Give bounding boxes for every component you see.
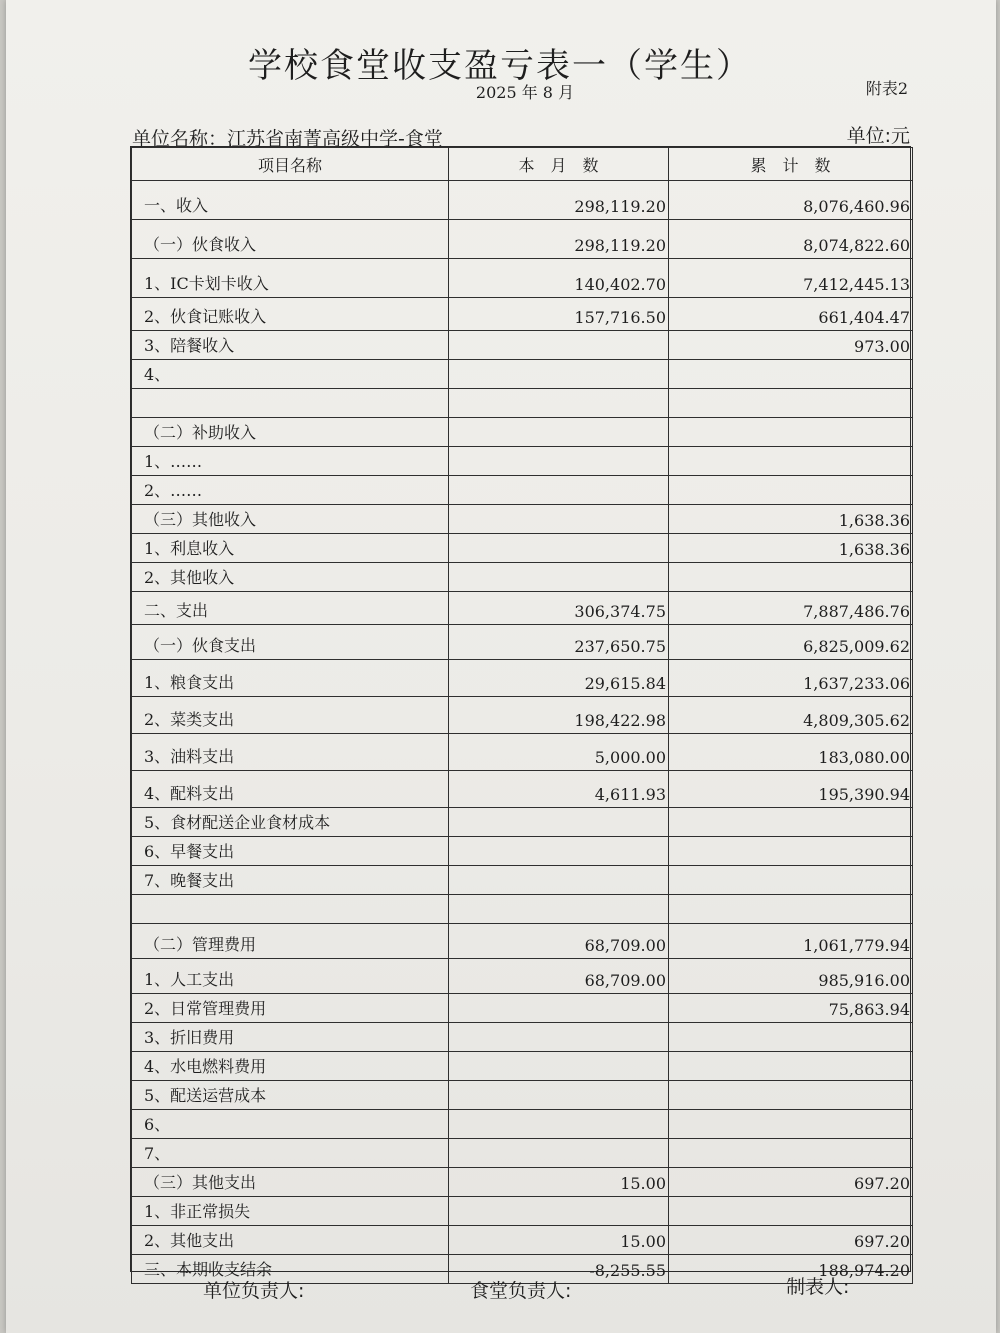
row-month-value	[449, 1110, 669, 1139]
statement-table-frame	[130, 146, 911, 1280]
row-item-name: 1、人工支出	[132, 959, 449, 994]
unit-head-signature: 单位负责人:	[203, 1280, 305, 1302]
table-row	[132, 418, 913, 447]
table-row	[132, 534, 913, 563]
row-month-value	[449, 505, 669, 534]
row-month-value: 140,402.70	[449, 259, 669, 298]
row-month-value	[449, 1197, 669, 1226]
table-row	[132, 771, 913, 808]
row-month-value	[449, 1023, 669, 1052]
row-item-name: 3、陪餐收入	[132, 331, 449, 360]
row-total-value	[669, 447, 913, 476]
row-month-value: 306,374.75	[449, 592, 669, 625]
attachment-label: 附表2	[865, 79, 908, 98]
table-row	[132, 895, 913, 924]
row-item-name: 5、配送运营成本	[132, 1081, 449, 1110]
preparer-signature: 制表人:	[786, 1276, 850, 1298]
page-title: 学校食堂收支盈亏表一（学生）	[248, 46, 752, 86]
table-row	[132, 331, 913, 360]
row-item-name: 4、配料支出	[132, 771, 449, 808]
row-item-name: 2、其他收入	[132, 563, 449, 592]
header-total: 累 计 数	[669, 148, 913, 181]
row-item-name: 4、水电燃料费用	[132, 1052, 449, 1081]
row-month-value: 15.00	[449, 1168, 669, 1197]
row-month-value: -8,255.55	[449, 1255, 669, 1284]
table-row	[132, 625, 913, 660]
row-item-name: （三）其他支出	[132, 1168, 449, 1197]
row-month-value	[449, 331, 669, 360]
row-total-value: 6,825,009.62	[669, 625, 913, 660]
table-row	[132, 959, 913, 994]
row-item-name: 1、……	[132, 447, 449, 476]
row-month-value	[449, 1139, 669, 1168]
header-item: 项目名称	[132, 148, 449, 181]
row-month-value	[449, 808, 669, 837]
row-total-value	[669, 837, 913, 866]
table-row	[132, 181, 913, 220]
table-row	[132, 447, 913, 476]
row-total-value: 8,076,460.96	[669, 181, 913, 220]
table-row	[132, 563, 913, 592]
table-row	[132, 360, 913, 389]
row-total-value	[669, 895, 913, 924]
row-total-value: 7,412,445.13	[669, 259, 913, 298]
row-item-name: 2、其他支出	[132, 1226, 449, 1255]
row-item-name: 3、折旧费用	[132, 1023, 449, 1052]
table-row	[132, 298, 913, 331]
row-item-name: 7、晚餐支出	[132, 866, 449, 895]
table-row	[132, 1226, 913, 1255]
row-total-value	[669, 1052, 913, 1081]
row-month-value: 298,119.20	[449, 181, 669, 220]
row-total-value	[669, 476, 913, 505]
row-month-value	[449, 866, 669, 895]
table-row	[132, 389, 913, 418]
currency-unit: 单位:元	[846, 125, 910, 147]
row-month-value	[449, 1081, 669, 1110]
table-row	[132, 808, 913, 837]
row-total-value	[669, 1139, 913, 1168]
row-item-name: 1、利息收入	[132, 534, 449, 563]
table-row	[132, 697, 913, 734]
table-row	[132, 1023, 913, 1052]
row-item-name: 1、粮食支出	[132, 660, 449, 697]
row-total-value: 1,638.36	[669, 534, 913, 563]
row-total-value	[669, 1023, 913, 1052]
table-row	[132, 592, 913, 625]
row-item-name: （一）伙食收入	[132, 220, 449, 259]
row-month-value	[449, 994, 669, 1023]
row-item-name: （二）补助收入	[132, 418, 449, 447]
row-item-name: 7、	[132, 1139, 449, 1168]
table-row	[132, 1197, 913, 1226]
table-row	[132, 1110, 913, 1139]
row-month-value: 68,709.00	[449, 924, 669, 959]
row-total-value: 973.00	[669, 331, 913, 360]
table-header-row	[132, 148, 913, 181]
table-row	[132, 924, 913, 959]
row-total-value	[669, 808, 913, 837]
row-month-value: 15.00	[449, 1226, 669, 1255]
row-month-value: 298,119.20	[449, 220, 669, 259]
row-total-value: 195,390.94	[669, 771, 913, 808]
row-month-value: 157,716.50	[449, 298, 669, 331]
table-row	[132, 660, 913, 697]
row-item-name: 1、IC卡划卡收入	[132, 259, 449, 298]
row-item-name: 2、菜类支出	[132, 697, 449, 734]
row-item-name: 6、早餐支出	[132, 837, 449, 866]
row-month-value: 29,615.84	[449, 660, 669, 697]
row-item-name: 一、收入	[132, 181, 449, 220]
canteen-head-signature: 食堂负责人:	[470, 1280, 572, 1302]
row-total-value: 661,404.47	[669, 298, 913, 331]
row-month-value	[449, 476, 669, 505]
row-month-value: 4,611.93	[449, 771, 669, 808]
table-row	[132, 1052, 913, 1081]
row-month-value	[449, 895, 669, 924]
row-total-value: 985,916.00	[669, 959, 913, 994]
row-total-value	[669, 1197, 913, 1226]
row-item-name: 5、食材配送企业食材成本	[132, 808, 449, 837]
row-month-value	[449, 418, 669, 447]
row-total-value: 697.20	[669, 1168, 913, 1197]
row-total-value: 4,809,305.62	[669, 697, 913, 734]
row-total-value: 75,863.94	[669, 994, 913, 1023]
row-month-value: 198,422.98	[449, 697, 669, 734]
row-item-name: （三）其他收入	[132, 505, 449, 534]
row-month-value	[449, 534, 669, 563]
row-month-value	[449, 389, 669, 418]
row-item-name: 2、日常管理费用	[132, 994, 449, 1023]
row-month-value: 68,709.00	[449, 959, 669, 994]
row-item-name: 2、……	[132, 476, 449, 505]
row-item-name	[132, 389, 449, 418]
row-item-name: （二）管理费用	[132, 924, 449, 959]
row-total-value: 8,074,822.60	[669, 220, 913, 259]
row-item-name	[132, 895, 449, 924]
report-period: 2025 年 8 月	[475, 83, 575, 102]
row-item-name: 4、	[132, 360, 449, 389]
row-month-value	[449, 563, 669, 592]
row-item-name: 三、本期收支结余	[132, 1255, 449, 1284]
row-item-name: 3、油料支出	[132, 734, 449, 771]
row-item-name: 1、非正常损失	[132, 1197, 449, 1226]
row-month-value	[449, 1052, 669, 1081]
row-total-value	[669, 1081, 913, 1110]
row-month-value	[449, 837, 669, 866]
table-row	[132, 1139, 913, 1168]
unit-name: 单位名称：江苏省南菁高级中学-食堂	[132, 128, 443, 150]
row-total-value	[669, 1110, 913, 1139]
row-total-value	[669, 360, 913, 389]
row-total-value	[669, 418, 913, 447]
table-row	[132, 734, 913, 771]
table-row	[132, 1081, 913, 1110]
table-row	[132, 994, 913, 1023]
row-total-value: 1,638.36	[669, 505, 913, 534]
row-total-value: 697.20	[669, 1226, 913, 1255]
table-row	[132, 1168, 913, 1197]
table-row	[132, 259, 913, 298]
table-row	[132, 476, 913, 505]
table-row	[132, 220, 913, 259]
row-item-name: 6、	[132, 1110, 449, 1139]
table-row	[132, 505, 913, 534]
statement-table	[131, 147, 913, 1284]
row-total-value: 1,637,233.06	[669, 660, 913, 697]
row-month-value: 5,000.00	[449, 734, 669, 771]
row-total-value	[669, 563, 913, 592]
row-total-value: 7,887,486.76	[669, 592, 913, 625]
row-total-value	[669, 389, 913, 418]
row-total-value: 188,974.20	[669, 1255, 913, 1284]
row-total-value	[669, 866, 913, 895]
row-item-name: （一）伙食支出	[132, 625, 449, 660]
row-item-name: 二、支出	[132, 592, 449, 625]
table-row	[132, 866, 913, 895]
row-month-value	[449, 360, 669, 389]
row-total-value: 183,080.00	[669, 734, 913, 771]
row-total-value: 1,061,779.94	[669, 924, 913, 959]
row-month-value	[449, 447, 669, 476]
row-month-value: 237,650.75	[449, 625, 669, 660]
table-row	[132, 837, 913, 866]
row-item-name: 2、伙食记账收入	[132, 298, 449, 331]
header-month: 本 月 数	[449, 148, 669, 181]
